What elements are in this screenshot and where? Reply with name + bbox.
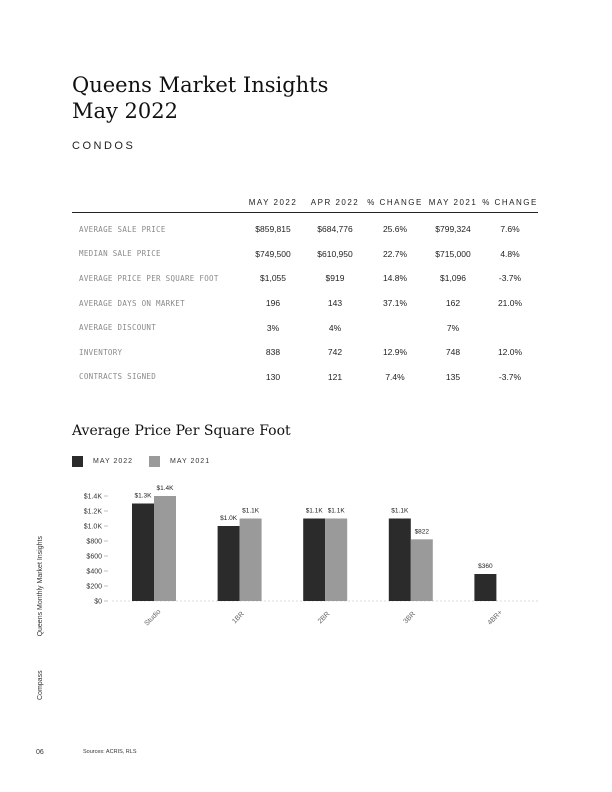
table-cell: -3.7% [498,273,522,284]
table-cell: 121 [327,371,343,382]
table-cell: 196 [265,298,281,309]
x-category-label: 1BR [231,610,246,626]
sources-note: Sources: ACRIS, RLS [83,749,137,755]
table-cell: 130 [265,371,281,382]
table-cell: 22.7% [382,248,408,259]
title-line-2: May 2022 [72,99,179,123]
column-header: APR 2022 [304,192,366,213]
bar-value-label: $1.4K [156,485,174,492]
bar-value-label: $1.1K [327,507,345,515]
table-cell: 25.6% [382,224,408,235]
page-number: 06 [36,749,44,756]
table-cell: 37.1% [382,298,408,309]
y-tick-label: $200 [86,583,102,591]
row-label: AVERAGE PRICE PER SQUARE FOOT [79,273,219,283]
row-label: AVERAGE DAYS ON MARKET [79,298,185,308]
table-cell: 21.0% [497,298,523,309]
bar-3br-may-2021 [411,539,433,601]
bar-value-label: $1.1K [242,507,260,515]
column-header: MAY 2021 [424,192,482,213]
bar-value-label: $1.0K [220,515,238,522]
y-tick-label: $0 [94,598,102,606]
row-label: AVERAGE DISCOUNT [79,323,157,333]
table-cell: 7% [446,322,460,333]
table-cell: 14.8% [382,273,408,284]
bar-3br-may-2022 [389,519,411,602]
table-cell: $919 [325,273,345,284]
row-label: INVENTORY [79,347,123,357]
table-cell: 12.0% [497,347,523,358]
row-label: CONTRACTS SIGNED [79,372,157,382]
x-category-label: 4BR+ [486,609,505,627]
table-cell: 143 [327,298,343,309]
table-cell: 4.8% [500,248,520,259]
publication-label: Queens Monthly Market Insights [37,536,44,637]
bar-4br-may-2022 [474,574,496,601]
y-tick-label: $600 [86,553,102,561]
table-cell: 742 [327,347,343,358]
table-cell: 7.4% [385,371,405,382]
column-header: % CHANGE [366,192,424,213]
table-cell: $799,324 [435,224,471,235]
bar-1br-may-2022 [218,526,240,601]
table-cell: $749,500 [255,248,291,259]
column-header: MAY 2022 [242,192,304,213]
bar-studio-may-2021 [154,496,176,601]
table-cell: 12.9% [382,347,408,358]
column-header: % CHANGE [482,192,538,213]
y-tick-label: $800 [86,538,102,546]
bar-value-label: $1.1K [305,507,323,515]
row-label: MEDIAN SALE PRICE [79,249,161,259]
legend-label-may-2022: MAY 2022 [93,458,134,465]
table-cell: 162 [445,298,461,309]
table-cell: 4% [328,322,342,333]
table-cell: $859,815 [255,224,291,235]
x-category-label: 2BR [316,610,332,626]
bar-2br-may-2021 [325,519,347,602]
bar-1br-may-2021 [240,519,262,602]
table-cell: $1,055 [260,273,286,284]
brand-label: Compass [37,670,44,700]
title-line-1: Queens Market Insights [72,73,329,97]
y-tick-label: $1.4K [83,493,102,501]
bar-2br-may-2022 [303,519,325,602]
table-cell: 7.6% [500,224,520,235]
legend-label-may-2021: MAY 2021 [170,458,211,465]
side-label [37,536,44,700]
table-cell: 748 [445,347,461,358]
table-cell: $715,000 [435,248,471,259]
y-tick-label: $400 [86,568,102,576]
section-heading: CONDOS [72,140,136,152]
y-tick-label: $1.2K [83,508,102,516]
table-cell: $684,776 [317,224,353,235]
bar-studio-may-2022 [132,504,154,602]
table-cell: 135 [445,371,461,382]
x-category-label: Studio [143,608,163,628]
table-cell: 3% [266,322,280,333]
table-cell: 838 [265,347,281,358]
chart-title: Average Price Per Square Foot [72,423,291,439]
table-cell: $1,096 [440,273,466,284]
x-category-label: 3BR [402,610,418,626]
bar-value-label: $1.3K [134,492,152,500]
row-label: AVERAGE SALE PRICE [79,224,166,234]
bar-value-label: $822 [414,528,430,536]
table-cell: -3.7% [498,371,522,382]
bar-value-label: $1.1K [391,507,409,515]
bar-value-label: $360 [478,563,493,570]
table-cell: $610,950 [317,248,353,259]
y-tick-label: $1.0K [83,523,102,531]
